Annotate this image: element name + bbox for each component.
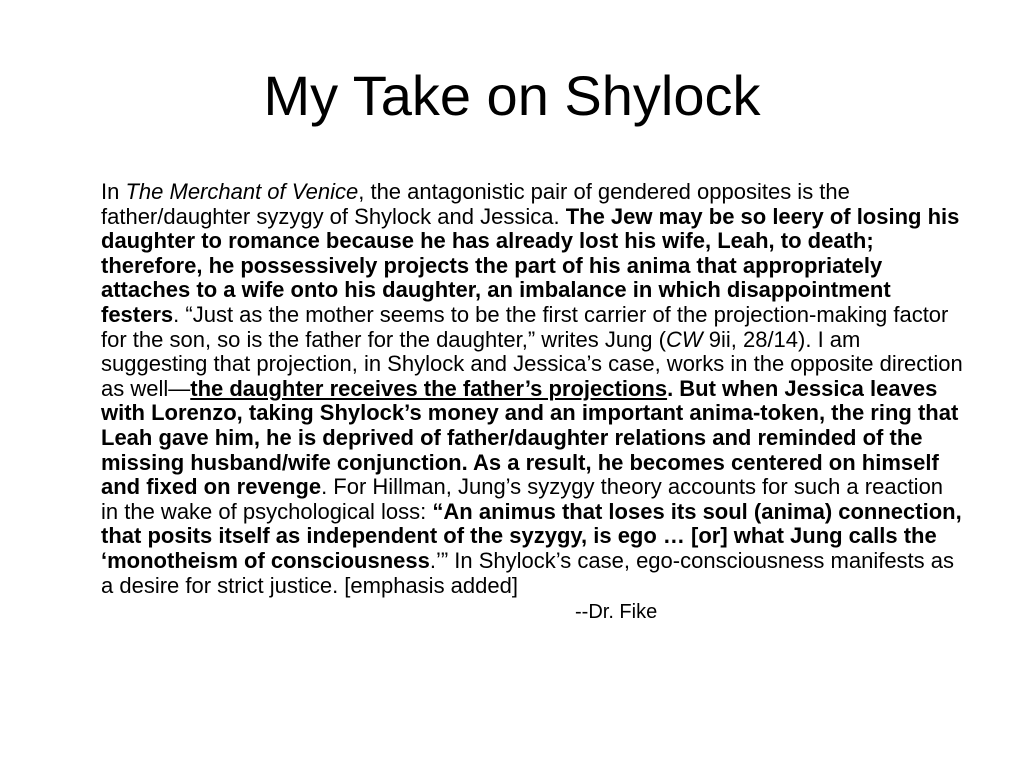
body-text-segment: , the antagonistic pair of gendered opposites is the father/daughter syzygy of Shylock and Jessica. xyxy=(101,179,850,229)
body-paragraph xyxy=(101,180,963,598)
body-text-segment: . For Hillman, Jung’s syzygy theory accounts for such a reaction in the wake of psychological loss: xyxy=(101,474,944,524)
body-text-segment: .’” In Shylock’s case, ego-consciousness manifests as a desire for strict justice. [emphasis added] xyxy=(101,547,955,598)
body-text-segment: In xyxy=(101,179,126,204)
slide-title: My Take on Shylock xyxy=(263,64,761,127)
italic-title-segment: The Merchant of Venice xyxy=(125,179,359,204)
emphasized-text-segment: . But when Jessica leaves with Lorenzo, taking Shylock’s money and an important anima-token, the ring that Leah gave him, he is deprived of father/daughter relations and reminded of the missing husband/wife conjunction. As a result, he becomes centered on himself and fixed on revenge xyxy=(101,375,959,500)
author-attribution: --Dr. Fike xyxy=(575,601,658,624)
emphasized-quote-segment: “An animus that loses its soul (anima) connection, that posits itself as independent of the syzygy, is ego … [or] what Jung calls the ‘monotheism of consciousness xyxy=(101,498,962,573)
underlined-emphasis-segment: the daughter receives the father’s projections xyxy=(190,375,668,401)
body-text-segment: 9ii, 28/14). I am suggesting that projection, in Shylock and Jessica’s case, works in the opposite direction as well— xyxy=(101,326,963,401)
emphasized-text-segment: The Jew may be so leery of losing his daughter to romance because he has already lost his wife, Leah, to death; therefore, he possessively projects the part of his anima that appropriately attaches to a wife onto his daughter, an imbalance in which disappointment festers xyxy=(101,203,960,327)
slide-content xyxy=(101,180,963,624)
citation-italic-segment: CW xyxy=(665,326,703,352)
body-text-segment: . “Just as the mother seems to be the first carrier of the projection-making factor for the son, so is the father for the daughter,” writes Jung ( xyxy=(101,301,949,352)
